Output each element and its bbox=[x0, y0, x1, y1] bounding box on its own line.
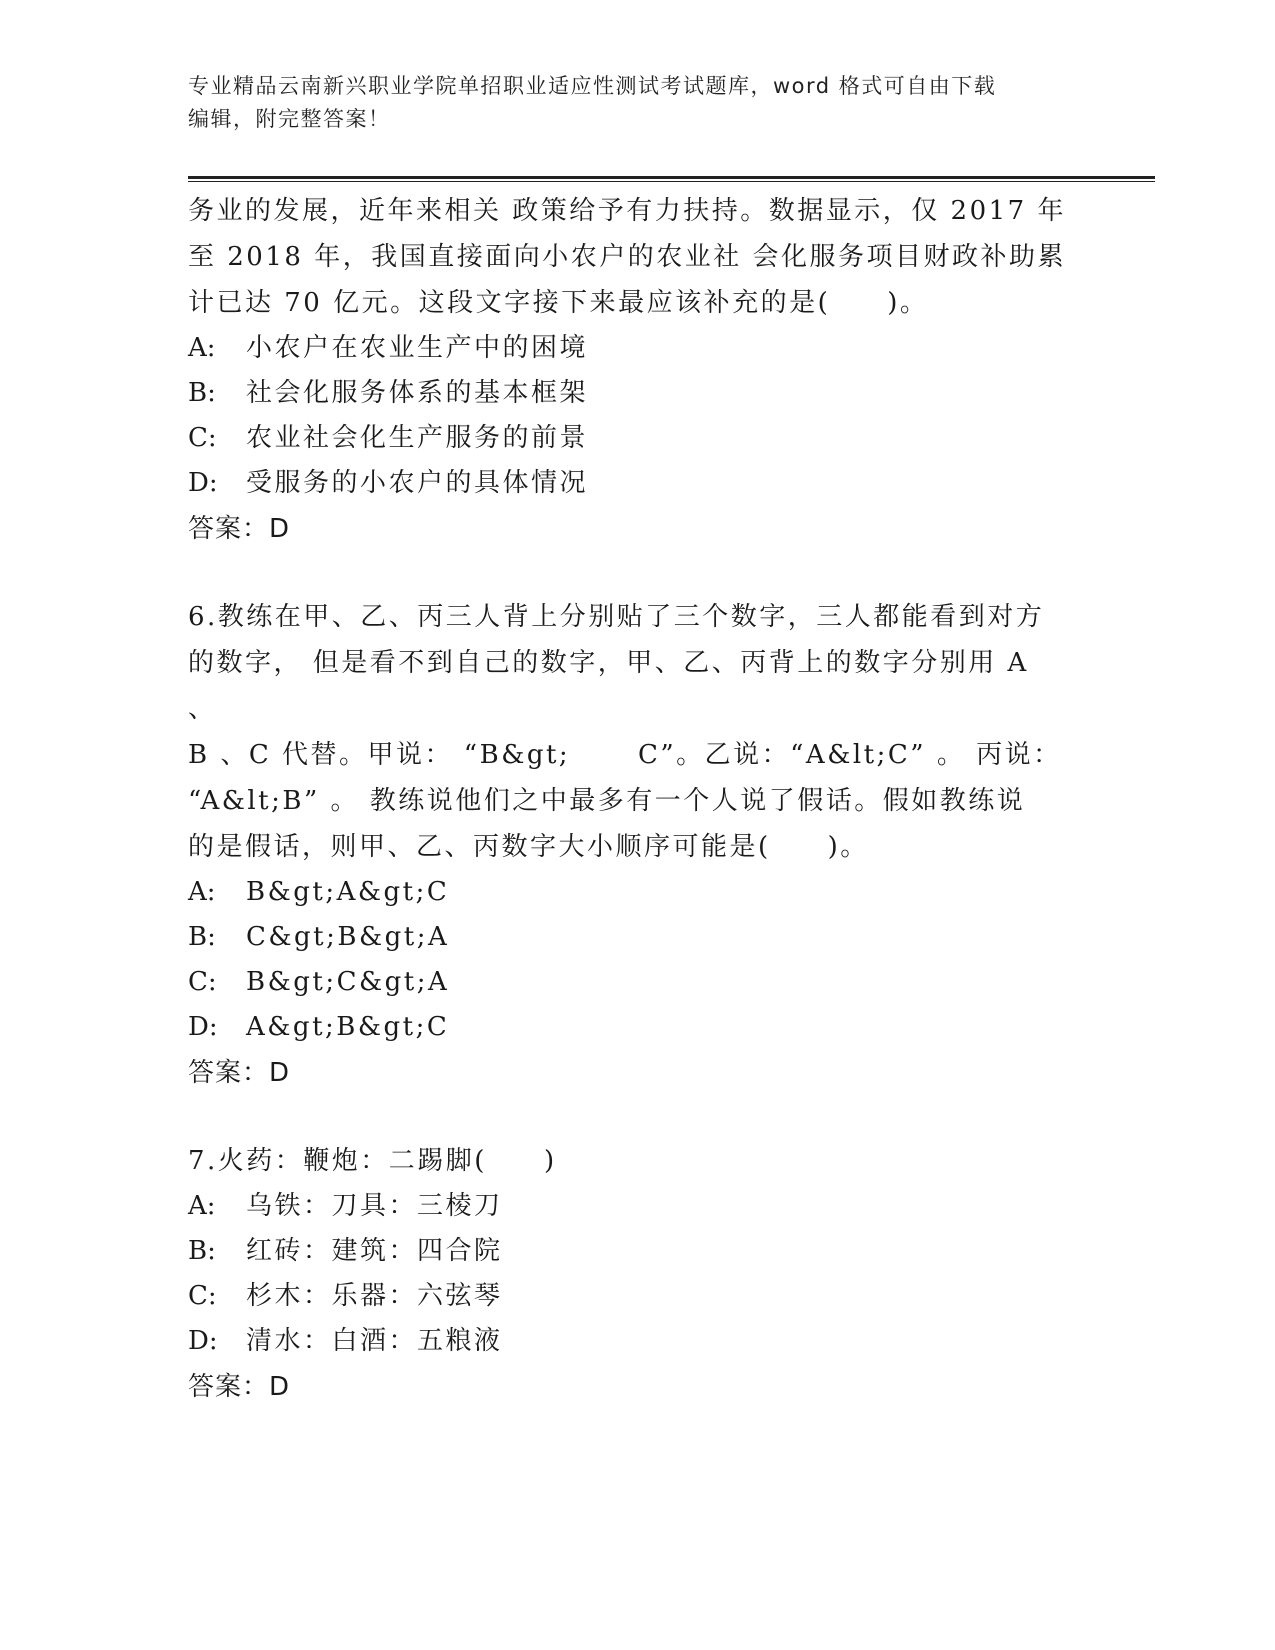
question-text-line: 计已达 70 亿元。这段文字接下来最应该补充的是( )。 bbox=[188, 288, 929, 318]
header-line-2: 编辑，附完整答案！ bbox=[188, 107, 391, 131]
option-letter: A: bbox=[188, 333, 216, 363]
question-block-6 bbox=[188, 594, 1068, 1096]
question-text-line: 务业的发展，近年来相关 政策给予有力扶持。数据显示，仅 2017 年 bbox=[188, 196, 1066, 226]
option-text: 红砖：建筑：四合院 bbox=[246, 1236, 503, 1266]
option-text: 农业社会化生产服务的前景 bbox=[246, 423, 589, 453]
option-letter: B: bbox=[188, 1236, 216, 1266]
option-letter: B: bbox=[188, 378, 216, 408]
answer-line: 答案：D bbox=[188, 1372, 291, 1402]
option-text: A&gt;B&gt;C bbox=[246, 1012, 450, 1042]
option-letter: C: bbox=[188, 423, 217, 453]
option-c bbox=[188, 416, 1068, 461]
header-line-1: 专业精品云南新兴职业学院单招职业适应性测试考试题库，word 格式可自由下载 bbox=[188, 74, 997, 98]
option-letter: C: bbox=[188, 967, 217, 997]
question-text-line: “A&lt;B” 。 教练说他们之中最多有一个人说了假话。假如教练说 bbox=[188, 786, 1026, 816]
header-rule-thick bbox=[188, 176, 1155, 179]
option-text: B&gt;C&gt;A bbox=[246, 967, 450, 997]
option-c bbox=[188, 960, 1068, 1005]
option-text: B&gt;A&gt;C bbox=[246, 877, 450, 907]
option-letter: D: bbox=[188, 468, 218, 498]
option-text: C&gt;B&gt;A bbox=[246, 922, 450, 952]
option-d bbox=[188, 461, 1068, 506]
page-content bbox=[188, 188, 1068, 1410]
option-a bbox=[188, 326, 1068, 371]
option-text: 乌铁：刀具：三棱刀 bbox=[246, 1191, 503, 1221]
option-letter: D: bbox=[188, 1326, 218, 1356]
option-c bbox=[188, 1274, 1068, 1319]
option-d bbox=[188, 1319, 1068, 1364]
option-letter: A: bbox=[188, 1191, 216, 1221]
option-a bbox=[188, 1184, 1068, 1229]
document-header bbox=[188, 70, 1088, 136]
answer-line: 答案：D bbox=[188, 514, 291, 544]
answer-line: 答案：D bbox=[188, 1058, 291, 1088]
question-text-line: 的数字， 但是看不到自己的数字，甲、乙、丙背上的数字分别用 A 、 bbox=[188, 648, 1029, 724]
option-text: 清水：白酒：五粮液 bbox=[246, 1326, 503, 1356]
option-letter: A: bbox=[188, 877, 216, 907]
question-text-line: 7.火药：鞭炮：二踢脚( ) bbox=[188, 1146, 557, 1176]
option-d bbox=[188, 1005, 1068, 1050]
question-text-line: 的是假话，则甲、乙、丙数字大小顺序可能是( )。 bbox=[188, 832, 869, 862]
question-block-continued bbox=[188, 188, 1068, 552]
option-b bbox=[188, 915, 1068, 960]
option-letter: B: bbox=[188, 922, 216, 952]
option-letter: C: bbox=[188, 1281, 217, 1311]
option-text: 社会化服务体系的基本框架 bbox=[246, 378, 589, 408]
option-a bbox=[188, 870, 1068, 915]
option-b bbox=[188, 1229, 1068, 1274]
option-b bbox=[188, 371, 1068, 416]
option-letter: D: bbox=[188, 1012, 218, 1042]
option-text: 小农户在农业生产中的困境 bbox=[246, 333, 589, 363]
option-text: 受服务的小农户的具体情况 bbox=[246, 468, 589, 498]
question-block-7 bbox=[188, 1138, 1068, 1410]
option-text: 杉木：乐器：六弦琴 bbox=[246, 1281, 503, 1311]
question-text-line: B 、C 代替。甲说： “B&gt; C”。乙说：“A&lt;C” 。 丙说： bbox=[188, 740, 1062, 770]
question-text-line: 6.教练在甲、乙、丙三人背上分别贴了三个数字，三人都能看到对方 bbox=[188, 602, 1045, 632]
question-text-line: 至 2018 年，我国直接面向小农户的农业社 会化服务项目财政补助累 bbox=[188, 242, 1066, 272]
header-rule-thin bbox=[188, 181, 1155, 182]
